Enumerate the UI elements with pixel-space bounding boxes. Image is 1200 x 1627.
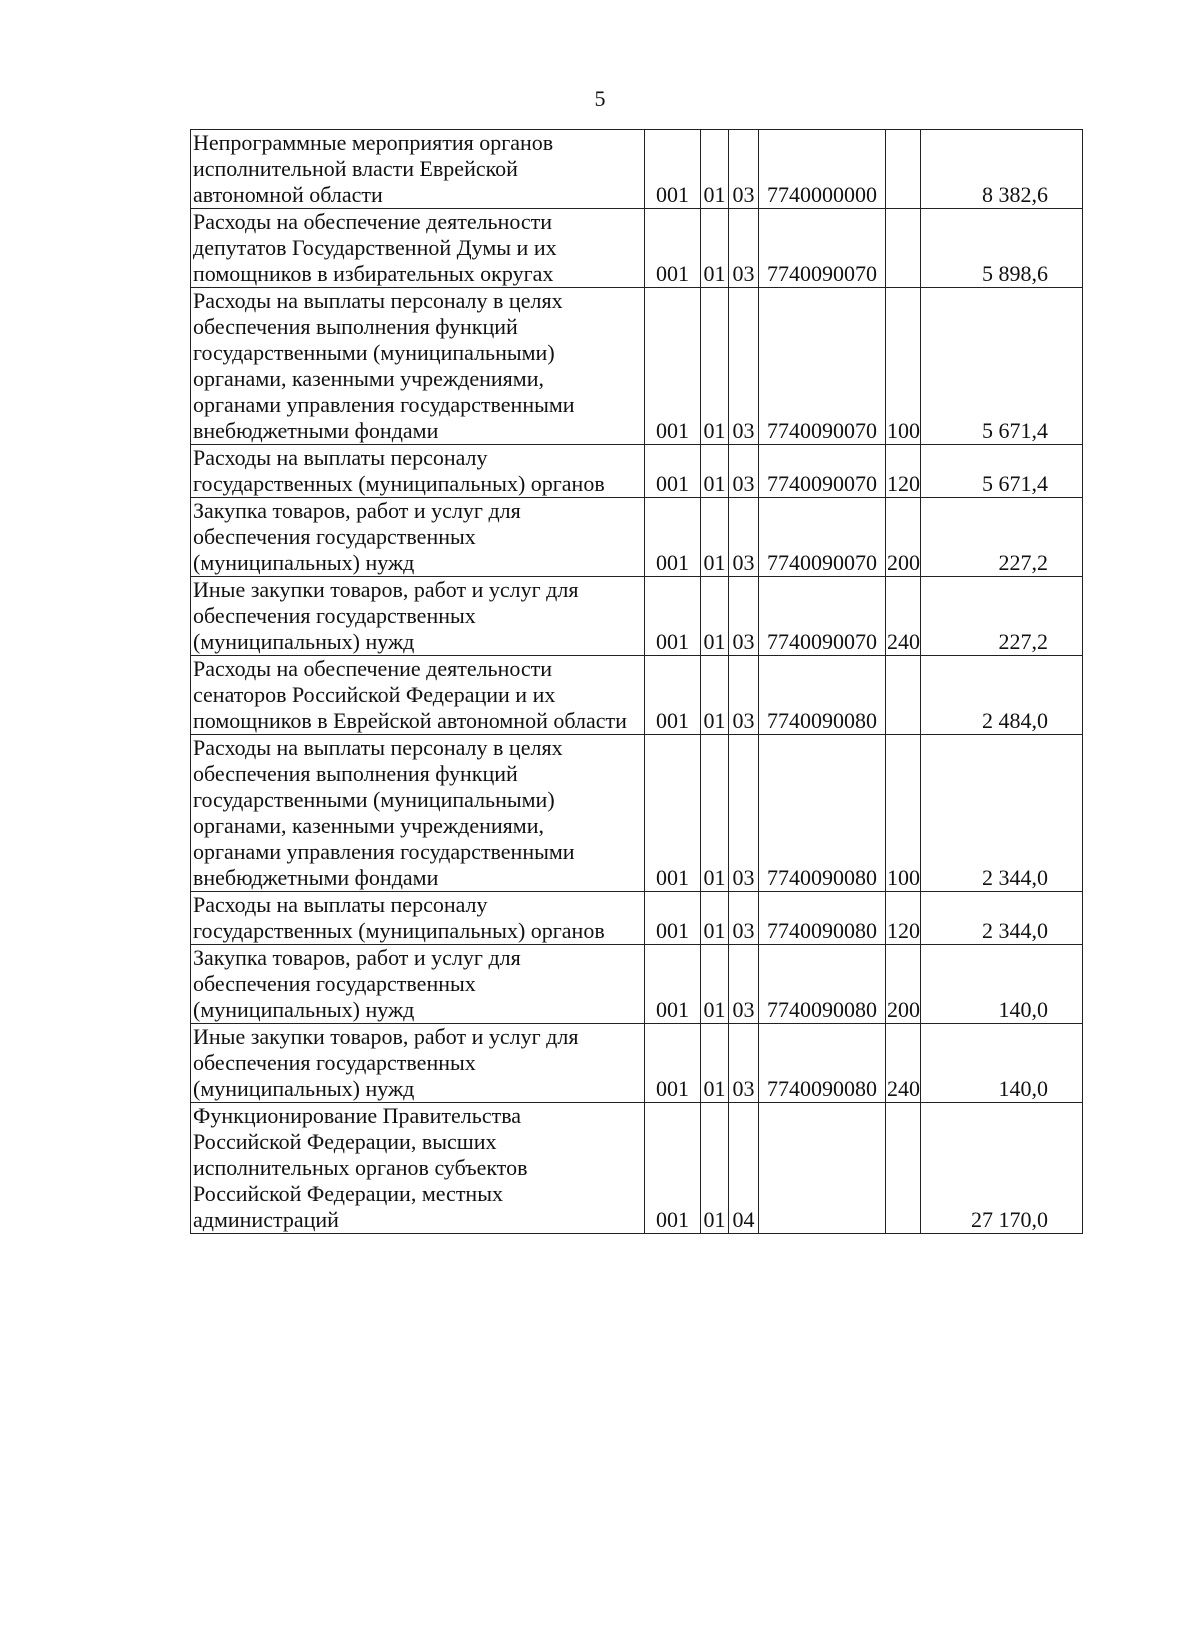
target-article-cell: 7740000000	[759, 130, 886, 209]
amount-cell: 2 344,0	[921, 892, 1083, 945]
subsection-cell: 03	[729, 445, 759, 498]
org-code-cell: 001	[645, 892, 701, 945]
table-row	[191, 892, 1083, 945]
subsection-cell: 03	[729, 945, 759, 1024]
amount-cell: 5 898,6	[921, 209, 1083, 288]
amount-cell: 140,0	[921, 1024, 1083, 1103]
table-row	[191, 130, 1083, 209]
subsection-cell: 03	[729, 735, 759, 892]
row-description: Расходы на выплаты персоналу в целях обеспечения выполнения функций государственными (муниципальными) органами, казенными учреждениями, органами управления государственными внебюджетными фондами	[191, 288, 645, 445]
section-cell: 01	[701, 656, 729, 735]
amount-cell: 2 484,0	[921, 656, 1083, 735]
amount-cell: 2 344,0	[921, 735, 1083, 892]
expense-type-cell	[886, 656, 921, 735]
row-description: Расходы на обеспечение деятельности сенаторов Российской Федерации и их помощников в Еврейской автономной области	[191, 656, 645, 735]
budget-table	[190, 129, 1083, 1234]
target-article-cell: 7740090070	[759, 577, 886, 656]
section-cell: 01	[701, 445, 729, 498]
target-article-cell: 7740090070	[759, 288, 886, 445]
section-cell: 01	[701, 209, 729, 288]
table-row	[191, 656, 1083, 735]
org-code-cell: 001	[645, 288, 701, 445]
row-description: Закупка товаров, работ и услуг для обеспечения государственных (муниципальных) нужд	[191, 945, 645, 1024]
expense-type-cell: 100	[886, 288, 921, 445]
section-cell: 01	[701, 735, 729, 892]
org-code-cell: 001	[645, 498, 701, 577]
subsection-cell: 03	[729, 130, 759, 209]
row-description: Расходы на выплаты персоналу в целях обеспечения выполнения функций государственными (муниципальными) органами, казенными учреждениями, органами управления государственными внебюджетными фондами	[191, 735, 645, 892]
target-article-cell: 7740090080	[759, 892, 886, 945]
amount-cell: 27 170,0	[921, 1103, 1083, 1234]
section-cell: 01	[701, 892, 729, 945]
section-cell: 01	[701, 498, 729, 577]
org-code-cell: 001	[645, 945, 701, 1024]
target-article-cell: 7740090080	[759, 1024, 886, 1103]
target-article-cell: 7740090070	[759, 445, 886, 498]
table-row	[191, 445, 1083, 498]
subsection-cell: 04	[729, 1103, 759, 1234]
subsection-cell: 03	[729, 892, 759, 945]
org-code-cell: 001	[645, 656, 701, 735]
table-row	[191, 577, 1083, 656]
table-row	[191, 945, 1083, 1024]
org-code-cell: 001	[645, 445, 701, 498]
table-row	[191, 1024, 1083, 1103]
amount-cell: 8 382,6	[921, 130, 1083, 209]
table-row	[191, 288, 1083, 445]
page-number: 5	[594, 86, 606, 111]
expense-type-cell	[886, 130, 921, 209]
budget-table-body	[191, 130, 1083, 1234]
expense-type-cell: 200	[886, 945, 921, 1024]
target-article-cell	[759, 1103, 886, 1234]
expense-type-cell: 120	[886, 892, 921, 945]
subsection-cell: 03	[729, 656, 759, 735]
subsection-cell: 03	[729, 498, 759, 577]
expense-type-cell: 240	[886, 1024, 921, 1103]
org-code-cell: 001	[645, 577, 701, 656]
target-article-cell: 7740090080	[759, 735, 886, 892]
expense-type-cell: 200	[886, 498, 921, 577]
row-description: Расходы на выплаты персоналу государственных (муниципальных) органов	[191, 892, 645, 945]
section-cell: 01	[701, 288, 729, 445]
amount-cell: 5 671,4	[921, 288, 1083, 445]
row-description: Закупка товаров, работ и услуг для обеспечения государственных (муниципальных) нужд	[191, 498, 645, 577]
expense-type-cell: 100	[886, 735, 921, 892]
org-code-cell: 001	[645, 130, 701, 209]
subsection-cell: 03	[729, 209, 759, 288]
section-cell: 01	[701, 130, 729, 209]
expense-type-cell	[886, 1103, 921, 1234]
row-description: Иные закупки товаров, работ и услуг для обеспечения государственных (муниципальных) нужд	[191, 1024, 645, 1103]
section-cell: 01	[701, 945, 729, 1024]
section-cell: 01	[701, 1103, 729, 1234]
row-description: Расходы на выплаты персоналу государственных (муниципальных) органов	[191, 445, 645, 498]
org-code-cell: 001	[645, 735, 701, 892]
target-article-cell: 7740090070	[759, 498, 886, 577]
org-code-cell: 001	[645, 1024, 701, 1103]
row-description: Расходы на обеспечение деятельности депутатов Государственной Думы и их помощников в избирательных округах	[191, 209, 645, 288]
table-row	[191, 1103, 1083, 1234]
amount-cell: 227,2	[921, 498, 1083, 577]
target-article-cell: 7740090070	[759, 209, 886, 288]
subsection-cell: 03	[729, 577, 759, 656]
subsection-cell: 03	[729, 288, 759, 445]
org-code-cell: 001	[645, 209, 701, 288]
expense-type-cell: 120	[886, 445, 921, 498]
row-description: Непрограммные мероприятия органов исполнительной власти Еврейской автономной области	[191, 130, 645, 209]
expense-type-cell	[886, 209, 921, 288]
table-row	[191, 498, 1083, 577]
row-description: Функционирование Правительства Российской Федерации, высших исполнительных органов субъектов Российской Федерации, местных администраций	[191, 1103, 645, 1234]
amount-cell: 227,2	[921, 577, 1083, 656]
amount-cell: 140,0	[921, 945, 1083, 1024]
expense-type-cell: 240	[886, 577, 921, 656]
org-code-cell: 001	[645, 1103, 701, 1234]
subsection-cell: 03	[729, 1024, 759, 1103]
table-row	[191, 735, 1083, 892]
section-cell: 01	[701, 577, 729, 656]
section-cell: 01	[701, 1024, 729, 1103]
row-description: Иные закупки товаров, работ и услуг для обеспечения государственных (муниципальных) нужд	[191, 577, 645, 656]
target-article-cell: 7740090080	[759, 945, 886, 1024]
table-row	[191, 209, 1083, 288]
target-article-cell: 7740090080	[759, 656, 886, 735]
amount-cell: 5 671,4	[921, 445, 1083, 498]
